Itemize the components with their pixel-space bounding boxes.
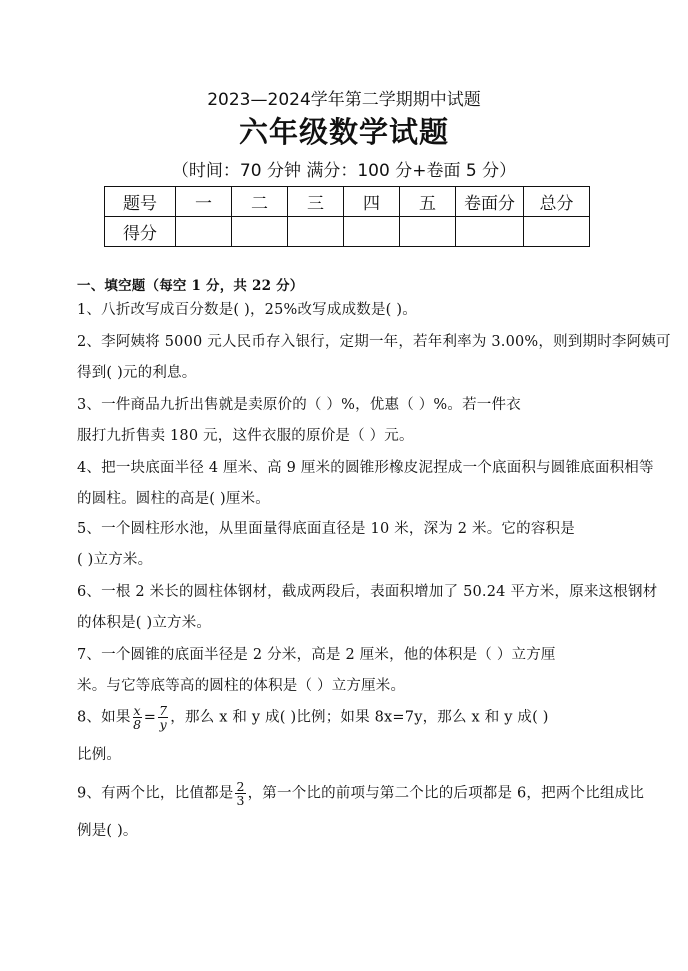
- question-8-prefix: 8、如果: [77, 709, 131, 726]
- score-entry-box[interactable]: [524, 217, 590, 247]
- score-cell-total: 总分: [524, 187, 590, 217]
- question-8-line-1: [77, 704, 549, 731]
- fraction-x-over-8: [133, 704, 142, 731]
- score-cell-neatness: 卷面分: [456, 187, 524, 217]
- question-9-prefix: 9、有两个比，比值都是: [77, 785, 234, 802]
- exam-term-subtitle: 2023—2024学年第二学期期中试题: [207, 90, 481, 110]
- question-8-line-2: 比例。: [77, 747, 122, 763]
- score-entry-box[interactable]: [176, 217, 232, 247]
- fraction-7-over-y: [158, 704, 168, 731]
- fraction-numerator: x: [133, 703, 141, 718]
- score-cell-part-5: 五: [400, 187, 456, 217]
- fraction-numerator: 7: [159, 703, 168, 718]
- question-3-line-2: 服打九折售卖 180 元，这件衣服的原价是（ ）元。: [77, 428, 414, 444]
- score-table: [104, 186, 590, 247]
- fraction-2-over-3: [235, 780, 245, 807]
- question-9-line-1: [77, 780, 644, 807]
- question-1: 1、八折改写成百分数是( )，25%改写成成数是( )。: [77, 302, 417, 318]
- fraction-numerator: 2: [236, 779, 245, 794]
- question-9-line-2: 例是( )。: [77, 823, 138, 839]
- score-table-header-row: [105, 187, 590, 217]
- score-cell-question-number: 题号: [105, 187, 176, 217]
- section-heading: 一、填空题（每空 1 分，共 22 分）: [77, 278, 304, 294]
- score-entry-box[interactable]: [232, 217, 288, 247]
- score-table-score-row: [105, 217, 590, 247]
- fraction-denominator: 3: [236, 793, 245, 808]
- score-entry-box[interactable]: [456, 217, 524, 247]
- score-row-label: 得分: [105, 217, 176, 247]
- question-2-line-1: 2、李阿姨将 5000 元人民币存入银行，定期一年，若年利率为 3.00%，则到期时李阿姨可: [77, 334, 671, 350]
- question-6-line-1: 6、一根 2 米长的圆柱体钢材，截成两段后，表面积增加了 50.24 平方米，原来这根钢材: [77, 584, 658, 600]
- question-8-suffix: ，那么 x 和 y 成( )比例；如果 8x=7y，那么 x 和 y 成( ): [170, 709, 549, 726]
- question-7-line-1: 7、一个圆锥的底面半径是 2 分米，高是 2 厘米，他的体积是（ ）立方厘: [77, 647, 556, 663]
- question-9-suffix: ，第一个比的前项与第二个比的后项都是 6，把两个比组成比: [247, 785, 645, 802]
- question-2-line-2: 得到( )元的利息。: [77, 365, 197, 381]
- score-cell-part-2: 二: [232, 187, 288, 217]
- score-entry-box[interactable]: [288, 217, 344, 247]
- question-4-line-1: 4、把一块底面半径 4 厘米、高 9 厘米的圆锥形橡皮泥捏成一个底面积与圆锥底面积相等: [77, 460, 654, 476]
- score-cell-part-3: 三: [288, 187, 344, 217]
- question-3-line-1: 3、一件商品九折出售就是卖原价的（ ）%，优惠（ ）%。若一件衣: [77, 397, 521, 413]
- question-6-line-2: 的体积是( )立方米。: [77, 615, 212, 631]
- score-cell-part-4: 四: [344, 187, 400, 217]
- score-cell-part-1: 一: [176, 187, 232, 217]
- fraction-denominator: y: [159, 717, 167, 732]
- question-7-line-2: 米。与它等底等高的圆柱的体积是（ ）立方厘米。: [77, 678, 406, 694]
- question-5-line-1: 5、一个圆柱形水池，从里面量得底面直径是 10 米，深为 2 米。它的容积是: [77, 521, 575, 537]
- fraction-denominator: 8: [133, 717, 142, 732]
- exam-time-score-info: （时间：70 分钟 满分：100 分+卷面 5 分）: [171, 161, 517, 181]
- score-entry-box[interactable]: [400, 217, 456, 247]
- question-4-line-2: 的圆柱。圆柱的高是( )厘米。: [77, 491, 270, 507]
- exam-title: 六年级数学试题: [238, 115, 449, 149]
- question-5-line-2: ( )立方米。: [77, 552, 153, 568]
- equals-sign: =: [143, 709, 157, 726]
- score-entry-box[interactable]: [344, 217, 400, 247]
